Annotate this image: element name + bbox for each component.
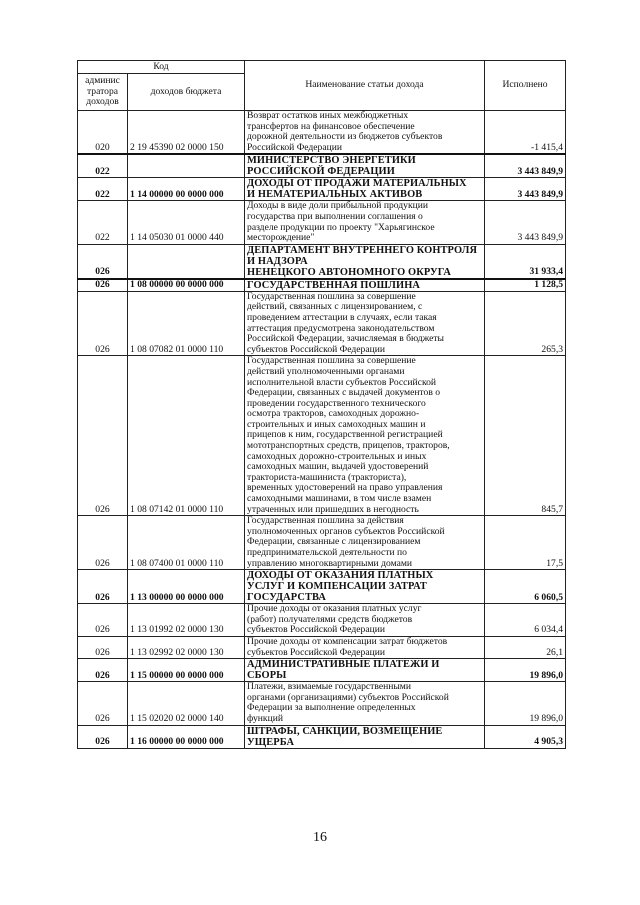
item-name-line: Доходы в виде доли прибыльной продукции	[247, 200, 429, 212]
item-name-line: Государственная пошлина за действия	[247, 515, 404, 527]
executed-amount-cell: 17,5	[485, 516, 566, 570]
page-number: 16	[313, 830, 327, 845]
item-name-cell	[245, 604, 485, 637]
income-code-cell: 1 15 02020 02 0000 140	[128, 682, 245, 725]
item-name-cell	[245, 636, 485, 658]
table-row	[78, 279, 566, 292]
item-name-line: Возврат остатков иных межбюджетных	[247, 110, 409, 121]
table-row	[78, 178, 566, 201]
item-name-line: И НЕМАТЕРИАЛЬНЫХ АКТИВОВ	[247, 189, 423, 201]
item-name-line: Платежи, взимаемые государственными	[247, 681, 411, 693]
header-admin	[78, 74, 128, 111]
income-code-cell: 1 13 00000 00 0000 000	[128, 570, 245, 604]
income-code-cell: 1 13 01992 02 0000 130	[128, 604, 245, 637]
header-name: Наименование статьи дохода	[245, 61, 485, 111]
admin-code-cell: 026	[78, 356, 128, 516]
table-row	[78, 516, 566, 570]
item-name-line: Прочие доходы от оказания платных услуг	[247, 603, 422, 615]
executed-amount-cell: 265,3	[485, 291, 566, 356]
item-name-line: мототранспортных средств, прицепов, тракторов,	[247, 440, 450, 452]
header-executed: Исполнено	[485, 61, 566, 111]
executed-amount-cell: 19 896,0	[485, 659, 566, 682]
item-name-cell	[245, 356, 485, 516]
item-name-line: ГОСУДАРСТВА	[247, 592, 326, 604]
income-code-cell: 1 13 02992 02 0000 130	[128, 636, 245, 658]
item-name-line: Прочие доходы от компенсации затрат бюджетов	[247, 635, 448, 647]
item-name-line: субъектов Российской Федерации	[247, 624, 385, 636]
item-name-cell	[245, 279, 485, 292]
item-name-line: Российской Федерации	[247, 141, 343, 153]
income-code-cell: 1 08 00000 00 0000 000	[128, 279, 245, 292]
item-name-line: АДМИНИСТРАТИВНЫЕ ПЛАТЕЖИ И	[247, 659, 440, 671]
admin-code-cell: 026	[78, 725, 128, 748]
item-name-line: предпринимательской деятельности по	[247, 547, 407, 558]
income-code-cell: 2 19 45390 02 0000 150	[128, 111, 245, 155]
executed-amount-cell: 1 128,5	[485, 279, 566, 292]
executed-amount-cell: -1 415,4	[485, 111, 566, 155]
item-name-line: УЩЕРБА	[247, 736, 295, 748]
item-name-cell	[245, 570, 485, 604]
item-name-line: Государственная пошлина за совершение	[247, 290, 416, 302]
item-name-line: Федерации, связанных с выдачей документов о	[247, 387, 441, 399]
income-code-cell: 1 08 07082 01 0000 110	[128, 291, 245, 356]
admin-code-cell: 026	[78, 659, 128, 682]
table-row	[78, 604, 566, 637]
item-name-line: строительных и иных самоходных машин и	[247, 418, 426, 430]
item-name-line: самоходных машин, выдачей удостоверений	[247, 461, 429, 473]
table-row	[78, 356, 566, 516]
item-name-line: УСЛУГ И КОМПЕНСАЦИИ ЗАТРАТ	[247, 581, 427, 593]
item-name-line: самоходными машинами, в том числе взамен	[247, 493, 432, 505]
table-row	[78, 682, 566, 725]
item-name-line: Федерации за выполнение определенных	[247, 702, 416, 714]
table-row	[78, 725, 566, 748]
admin-code-cell: 026	[78, 516, 128, 570]
header-row-top	[78, 61, 566, 74]
income-code-cell: 1 15 00000 00 0000 000	[128, 659, 245, 682]
item-name-line: самоходных дорожно-строительных и иных	[247, 450, 427, 462]
item-name-line: разделе продукции по проекту "Харьягинское	[247, 221, 435, 233]
admin-code-cell: 022	[78, 154, 128, 178]
item-name-line: уполномоченных органов субъектов Российской	[247, 525, 445, 537]
revenue-table	[77, 60, 566, 749]
admin-code-cell: 022	[78, 201, 128, 244]
header-income-code: доходов бюджета	[128, 74, 245, 111]
item-name-line: функций	[247, 712, 283, 724]
item-name-cell	[245, 291, 485, 356]
item-name-line: управлению многоквартирными домами	[247, 557, 413, 569]
item-name-cell	[245, 659, 485, 682]
item-name-line: Федерации, связанные с лицензированием	[247, 536, 421, 548]
admin-code-cell: 026	[78, 244, 128, 279]
item-name-cell	[245, 244, 485, 279]
item-name-cell	[245, 111, 485, 155]
item-name-line: дорожной деятельности из бюджетов субъектов	[247, 131, 443, 143]
admin-code-cell: 026	[78, 279, 128, 292]
item-name-line: субъектов Российской Федерации	[247, 646, 385, 658]
income-code-cell: 1 08 07400 01 0000 110	[128, 516, 245, 570]
header-admin-line: доходов	[86, 96, 119, 108]
executed-amount-cell: 6 034,4	[485, 604, 566, 637]
item-name-line: НЕНЕЦКОГО АВТОНОМНОГО ОКРУГА	[247, 266, 451, 278]
item-name-line: ГОСУДАРСТВЕННАЯ ПОШЛИНА	[247, 279, 420, 291]
admin-code-cell: 026	[78, 570, 128, 604]
item-name-cell	[245, 178, 485, 201]
admin-code-cell: 026	[78, 291, 128, 356]
executed-amount-cell: 4 905,3	[485, 725, 566, 748]
table-row	[78, 111, 566, 155]
executed-amount-cell: 3 443 849,9	[485, 178, 566, 201]
executed-amount-cell: 26,1	[485, 636, 566, 658]
admin-code-cell: 026	[78, 604, 128, 637]
item-name-cell	[245, 154, 485, 178]
item-name-line: действий уполномоченными органами	[247, 365, 405, 377]
table-row	[78, 201, 566, 244]
item-name-line: ДОХОДЫ ОТ ПРОДАЖИ МАТЕРИАЛЬНЫХ	[247, 178, 467, 190]
income-code-cell	[128, 244, 245, 279]
executed-amount-cell: 3 443 849,9	[485, 201, 566, 244]
item-name-line: СБОРЫ	[247, 670, 287, 682]
table-row	[78, 291, 566, 356]
item-name-line: Государственная пошлина за совершение	[247, 355, 416, 367]
income-code-cell: 1 16 00000 00 0000 000	[128, 725, 245, 748]
executed-amount-cell: 3 443 849,9	[485, 154, 566, 178]
table-row	[78, 570, 566, 604]
item-name-line: органами (организациями) субъектов Российской	[247, 691, 449, 703]
item-name-cell	[245, 682, 485, 725]
header-code-group: Код	[78, 61, 245, 74]
table-row	[78, 636, 566, 658]
table-row	[78, 244, 566, 279]
item-name-line: государства при выполнении соглашения о	[247, 210, 423, 222]
income-code-cell	[128, 154, 245, 178]
income-code-cell: 1 14 00000 00 0000 000	[128, 178, 245, 201]
admin-code-cell: 026	[78, 682, 128, 725]
admin-code-cell: 022	[78, 178, 128, 201]
item-name-line: аттестация предусмотрена законодательством	[247, 322, 435, 334]
item-name-line: субъектов Российской Федерации	[247, 343, 385, 355]
income-code-cell: 1 08 07142 01 0000 110	[128, 356, 245, 516]
item-name-line: месторождение"	[247, 232, 315, 244]
header-admin-line: тратора	[86, 85, 119, 97]
item-name-line: временных удостоверений на право управления	[247, 482, 443, 494]
item-name-line: трансфертов на финансовое обеспечение	[247, 120, 415, 132]
item-name-line: утраченных или пришедших в негодность	[247, 503, 419, 515]
table-body	[78, 61, 566, 749]
item-name-line: МИНИСТЕРСТВО ЭНЕРГЕТИКИ РОССИЙСКОЙ ФЕДЕРАЦИИ	[247, 155, 416, 178]
item-name-line: действий, связанных с лицензированием, с	[247, 301, 423, 313]
item-name-line: Российской Федерации, зачисляемая в бюджеты	[247, 333, 444, 345]
table-row	[78, 154, 566, 178]
item-name-line: (работ) получателями средств бюджетов	[247, 613, 413, 625]
executed-amount-cell: 19 896,0	[485, 682, 566, 725]
table-row	[78, 659, 566, 682]
item-name-line: прицепов к ним, государственной регистрацией	[247, 429, 443, 441]
item-name-line: проведении государственного технического	[247, 397, 426, 409]
item-name-cell	[245, 516, 485, 570]
item-name-line: ШТРАФЫ, САНКЦИИ, ВОЗМЕЩЕНИЕ	[247, 725, 443, 737]
item-name-line: исполнительной власти субъектов Российской	[247, 376, 437, 388]
admin-code-cell: 026	[78, 636, 128, 658]
executed-amount-cell: 31 933,4	[485, 244, 566, 279]
header-admin-line: админис	[85, 75, 120, 87]
income-code-cell: 1 14 05030 01 0000 440	[128, 201, 245, 244]
executed-amount-cell: 845,7	[485, 356, 566, 516]
executed-amount-cell: 6 060,5	[485, 570, 566, 604]
item-name-line: проведением аттестации в случаях, если такая	[247, 311, 437, 323]
item-name-line: ДОХОДЫ ОТ ОКАЗАНИЯ ПЛАТНЫХ	[247, 570, 434, 582]
item-name-line: тракториста-машиниста (тракториста),	[247, 471, 407, 483]
item-name-line: осмотра тракторов, самоходных дорожно-	[247, 408, 420, 420]
item-name-cell	[245, 201, 485, 244]
item-name-cell	[245, 725, 485, 748]
item-name-line: ДЕПАРТАМЕНТ ВНУТРЕННЕГО КОНТРОЛЯ И НАДЗОРА	[247, 244, 478, 267]
admin-code-cell: 020	[78, 111, 128, 155]
